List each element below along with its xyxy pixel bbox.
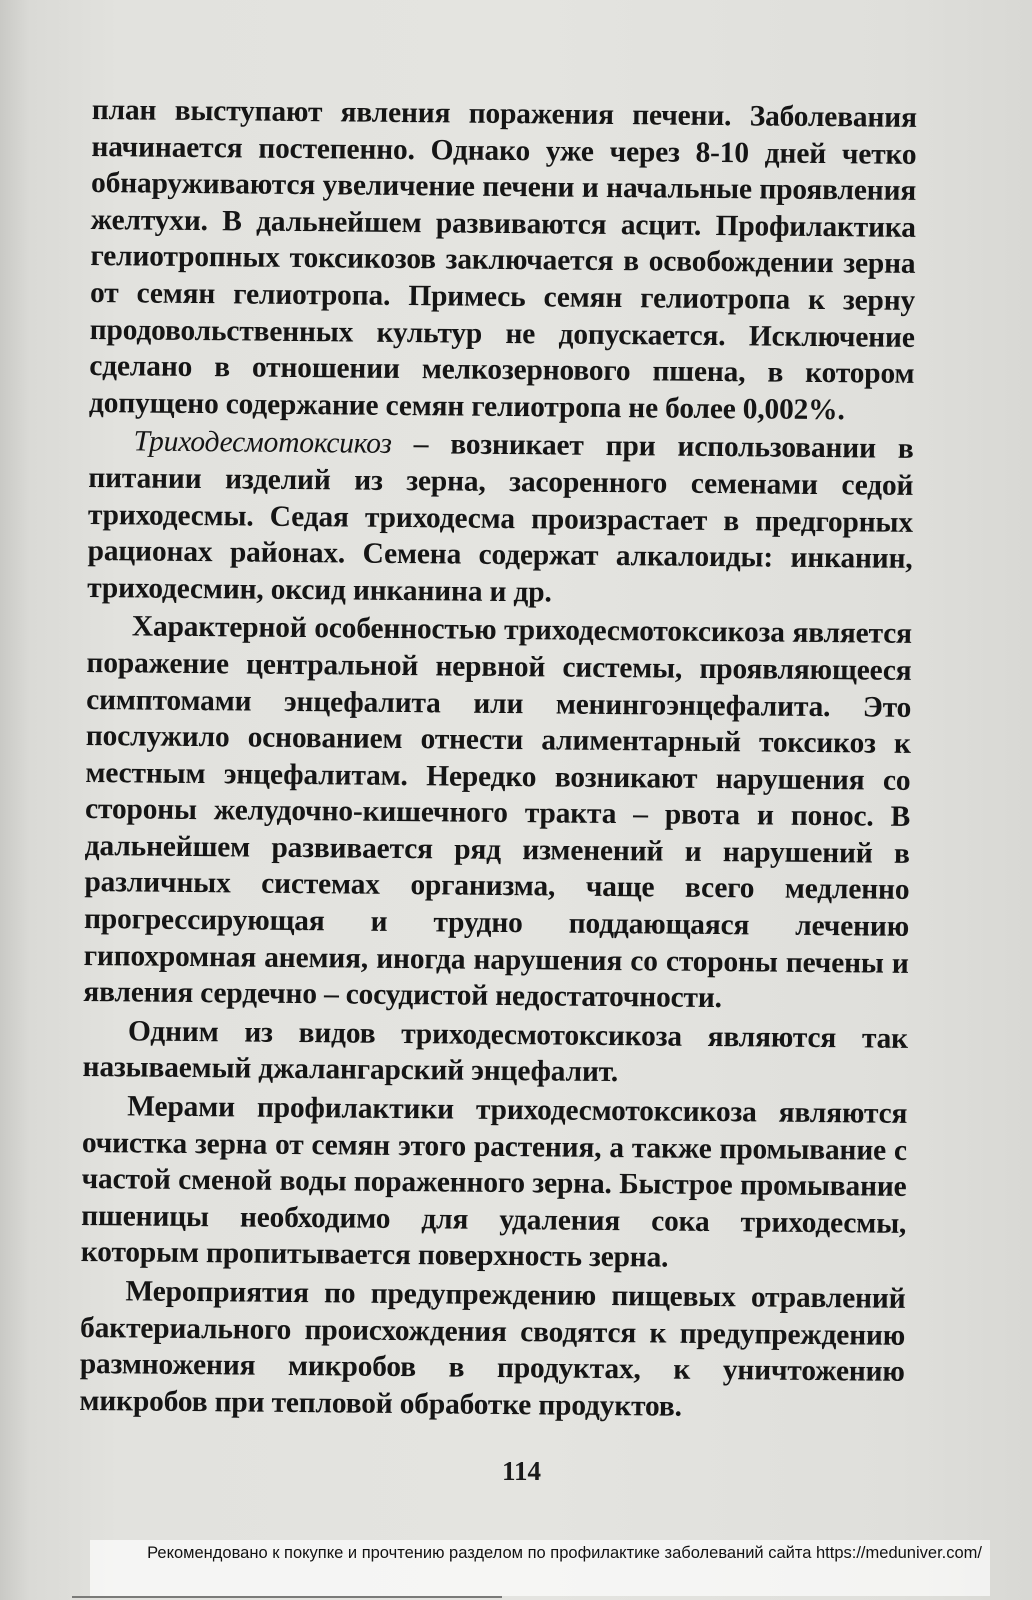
paragraph-6: Мероприятия по предупреждению пищевых отравлений бактериального происхождения сводятся к предупреждению размножения микробов в продуктах, к уничтожению микробов при тепловой обработке продуктов. (79, 1275, 906, 1423)
paragraph-5: Мерами профилактики триходесмотоксикоза являются очистка зерна от семян этого растения, а также промывание с частой сменой воды пораженного зерна. Быстрое промывание пшеницы необходимо для удаления сока триходесмы, которым пропитывается поверхность зерна. (80, 1090, 908, 1274)
page-text (79, 92, 917, 1427)
term-trichodesmotoxicosis: Триходесмотоксикоз (133, 425, 392, 461)
paragraph-1: план выступают явления поражения печени. Заболевания начинается постепенно. Однако уже через 8-10 дней четко обнаруживаются увеличение печени и начальные проявления желтухи. В дальнейшем развиваются асцит. Профилактика гелиотропных токсикозов заключается в освобождении зерна от семян гелиотропа. Примесь семян гелиотропа к зерну продовольственных культур не допускается. Исключение сделано в отношении мелкозернового пшена, в котором допущено содержание семян гелиотропа не более 0,002%. (88, 93, 917, 426)
footer-recommendation-note: Рекомендовано к покупке и прочтению разделом по профилактике заболеваний сайта https://meduniver.com/ (90, 1540, 990, 1596)
paragraph-2-body: – возникает при использовании в питании изделий из зерна, засоренного семенами седой триходесмы. Седая триходесма произрастает в предгорных рационах районах. Семена содержат алкалоиды: инканин, триходесмин, оксид инканина и др. (87, 428, 914, 609)
paragraph-4: Одним из видов триходесмотоксикоза являются так называемый джалангарский энцефалит. (82, 1015, 909, 1089)
page-number: 114 (502, 1456, 542, 1486)
paragraph-3: Характерной особенностью триходесмотоксикоза является поражение центральной нервной системы, проявляющееся симптомами энцефалита или менингоэнцефалита. Это послужило основанием отнести алиментарный токсикоз к местным энцефалитам. Нередко возникают нарушения со стороны желудочно-кишечного тракта – рвота и понос. В дальнейшем развивается ряд изменений и нарушений в различных системах организма, чаще всего медленно прогрессирующая и трудно поддающаяся лечению гипохромная анемия, иногда нарушения со стороны печены и явления сердечно – сосудистой недостаточности. (83, 610, 912, 1015)
footer-divider (72, 1596, 502, 1598)
paragraph-2 (87, 423, 914, 614)
